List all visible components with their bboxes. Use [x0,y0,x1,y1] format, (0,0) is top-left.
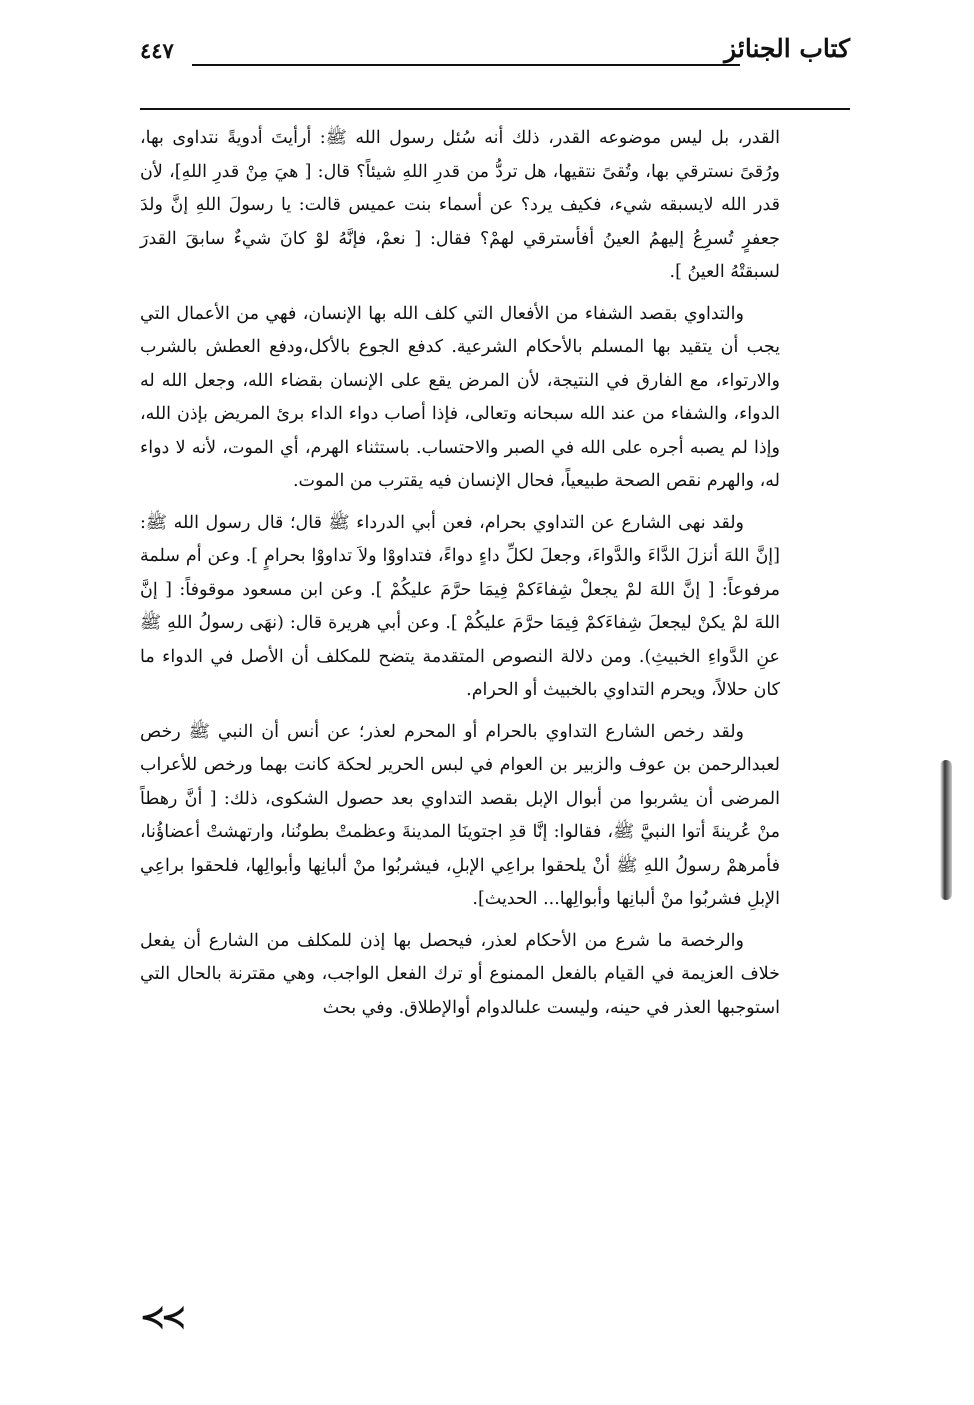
running-header [140,34,850,74]
header-rule [140,108,850,110]
paragraph: والرخصة ما شرع من الأحكام لعذر، فيحصل بها إذن للمكلف من الشارع أن يفعل خلاف العزيمة في القيام بالفعل الممنوع أو ترك الفعل الواجب، وهي مقترنة بالحال التي استوجبها العذر في حينه، وليست علىالدوام أوالإطلاق. وفي بحث [140,930,780,1018]
header-underline [192,64,740,66]
continuation-mark: ≺≺ [140,1300,183,1335]
page-number: ٤٤٧ [140,38,174,63]
paragraph: القدر، بل ليس موضوعه القدر، ذلك أنه سُئل رسول الله ﷺ: أرأيتَ أدويةً نتداوى بها، ورُقىً نسترقي بها، وتُقىً نتقيها، هل تردُّ من قدرِ اللهِ شيئاً؟ قال: [ هيَ مِنْ قدرِ اللهِ]، لأن قدر الله لايسبقه شيء، فكيف يرد؟ عن أسماء بنت عميس قالت: يا رسولَ اللهِ إنَّ ولدَ جعفرٍ تُسرِعُ إليهمُ العينُ أفأسترقي لهمْ؟ فقال: [ نعمْ، فإنَّهُ لوْ كانَ شيءٌ سابقَ القدرَ لسبقتْهُ العينُ ]. [140,128,780,282]
paragraph: والتداوي بقصد الشفاء من الأفعال التي كلف الله بها الإنسان، فهي من الأعمال التي يجب أن يتقيد بها المسلم بالأحكام الشرعية. كدفع الجوع بالأكل،ودفع العطش بالشرب والارتواء، مع الفارق في النتيجة، لأن المرض يقع على الإنسان بقضاء الله، وجعل الله له الدواء، والشفاء من عند الله سبحانه وتعالى، فإذا أصاب دواء الداء برئ المريض بإذن الله، وإذا لم يصبه أجره على الله في الصبر والاحتساب. باستثناء الهرم، أي الموت، لأنه لا دواء له، والهرم نقص الصحة طبيعياً، فحال الإنسان فيه يقترب من الموت. [140,303,780,491]
book-title: كتاب الجنائز [724,34,850,63]
paragraph: ولقد نهى الشارع عن التداوي بحرام، فعن أبي الدرداء ﷺ قال؛ قال رسول الله ﷺ: [إنَّ اللهَ أنزلَ الدَّاءَ والدَّواءَ، وجعلَ لكلِّ داءٍ دواءً، فتداووْا ولاَ تداووْا بحرامٍ ]. وعن أم سلمة مرفوعاً: [ إنَّ اللهَ لمْ يجعلْ شِفاءَكمْ فِيمَا حرَّمَ عليكُمْ ]. وعن ابن مسعود موقوفاً: [ إنَّ اللهَ لمْ يكنْ ليجعلَ شِفاءَكمْ فِيمَا حرَّمَ عليكُمْ ]. وعن أبي هريرة قال: (نهَى رسولُ اللهِ ﷺ عنِ الدَّواءِ الخبيثِ). ومن دلالة النصوص المتقدمة يتضح للمكلف أن الأصل في الدواء ما كان حلالاً، ويحرم التداوي بالخبيث أو الحرام. [140,512,780,700]
paragraph: ولقد رخص الشارع التداوي بالحرام أو المحرم لعذر؛ عن أنس أن النبي ﷺ رخص لعبدالرحمن بن عوف والزبير بن العوام في لبس الحرير لحكة كانت بهما ورخص للأعراب المرضى أن يشربوا من أبوال الإبل بقصد التداوي بعد حصول الشكوى، ذلك: [ أنَّ رهطاً منْ عُرينةَ أتوا النبيَّ ﷺ، فقالوا: إنَّا قدِ اجتوينَا المدينةَ وعظمتْ بطونُنا، وارتهشتْ أعضاؤُنا، فأمرهمْ رسولُ اللهِ ﷺ أنْ يلحقوا براعِي الإبلِ، فيشربُوا منْ ألبانِها وأبوالِها، فلحقوا براعِي الإبلِ فشربُوا منْ ألبانِها وأبوالِها... الحديث]. [140,721,780,909]
scan-edge-shadow [940,760,952,900]
main-text [140,122,780,1033]
